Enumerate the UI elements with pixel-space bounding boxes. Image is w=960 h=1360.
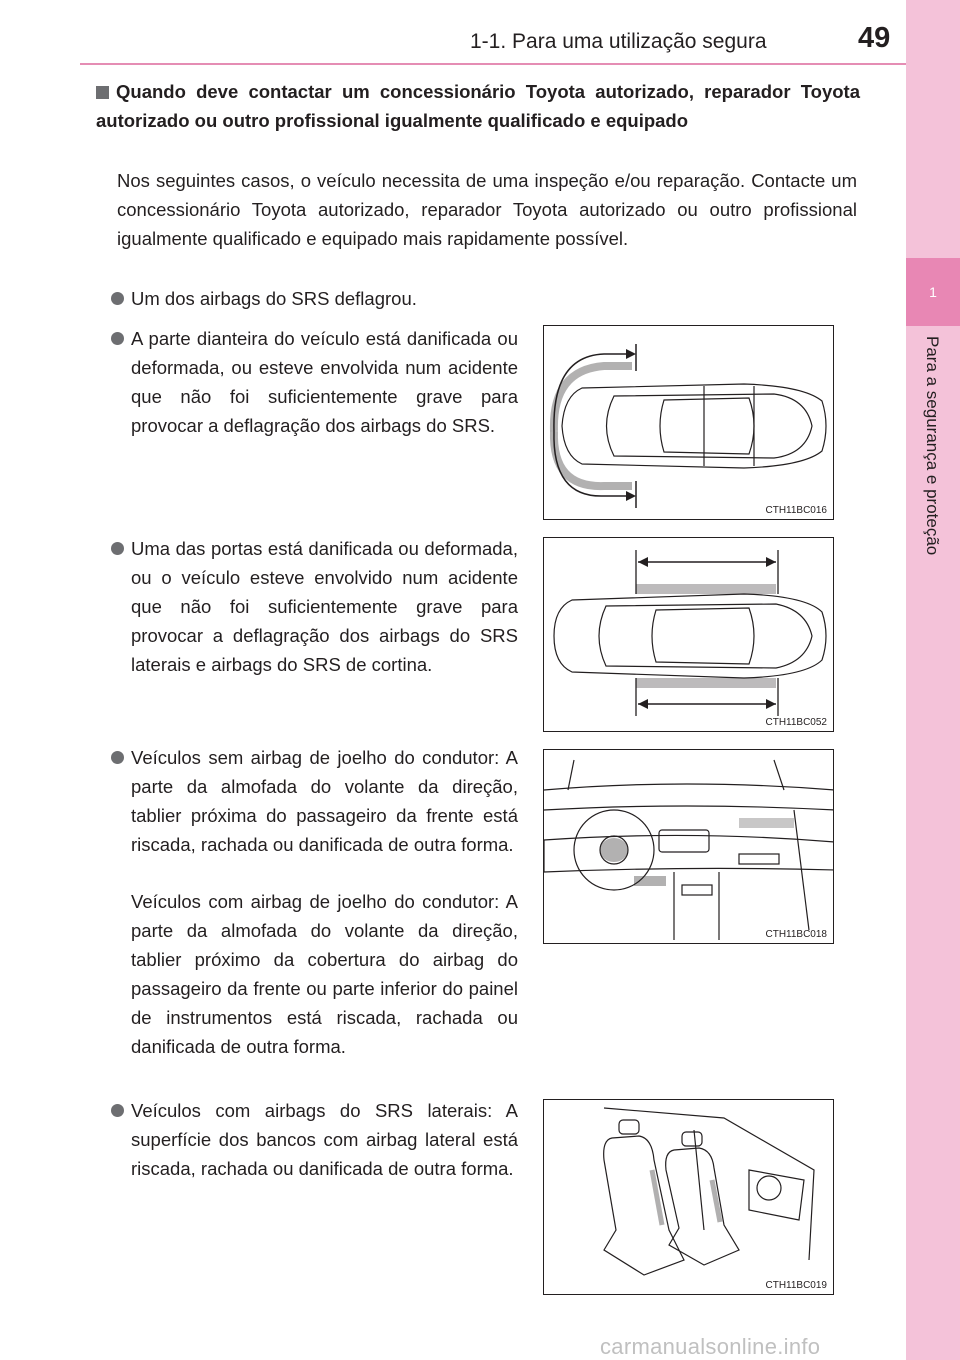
bullet-text: Veículos sem airbag de joelho do condutor: A parte da almofada do volante da direção, tablier próxima do passageiro da frente está riscada, rachada ou danificada de outra forma. [131, 747, 518, 855]
bullet-item [131, 743, 518, 859]
car-top-view-front-illustration [544, 326, 834, 520]
bullet-text: Um dos airbags do SRS deflagrou. [131, 288, 417, 309]
bullet-item [131, 1096, 518, 1183]
bullet-dot-icon [111, 292, 124, 305]
chapter-title: Para a segurança e proteção [923, 336, 942, 556]
section-heading-text: Quando deve contactar um concessionário Toyota autorizado, reparador Toyota autorizado ou outro profissional igualmente qualificado e equipado [96, 81, 860, 131]
bullet-item [131, 534, 518, 679]
bullet-text: Veículos com airbags do SRS laterais: A superfície dos bancos com airbag lateral está riscada, rachada ou danificada de outra forma. [131, 1100, 518, 1179]
bullet-dot-icon [111, 1104, 124, 1117]
bullet-item [131, 324, 518, 440]
heading-square-icon [96, 86, 109, 99]
section-title: 1-1. Para uma utilização segura [470, 30, 767, 53]
chapter-side-tab [906, 0, 960, 1360]
bullet-dot-icon [111, 751, 124, 764]
dashboard-illustration [544, 750, 834, 944]
section-heading [96, 77, 860, 135]
figure-code: CTH11BC019 [765, 1280, 827, 1291]
header-rule [80, 63, 906, 65]
bullet-sub-paragraph: Veículos com airbag de joelho do condutor: A parte da almofada do volante da direção, tablier próximo da cobertura do airbag do passageiro da frente ou parte inferior do painel de instrumentos está riscada, rachada ou danificada de outra forma. [131, 891, 518, 1057]
bullet-dot-icon [111, 332, 124, 345]
intro-paragraph: Nos seguintes casos, o veículo necessita de uma inspeção e/ou reparação. Contacte um concessionário Toyota autorizado, reparador Toyota autorizado ou outro profissional igualmente qualificado e equipado mais rapidamente possível. [117, 170, 857, 249]
figure-side-damage [543, 537, 834, 732]
bullet-item [131, 284, 857, 313]
bullet-dot-icon [111, 542, 124, 555]
figure-code: CTH11BC052 [765, 717, 827, 728]
watermark: carmanualsonline.info [600, 1334, 821, 1359]
figure-code: CTH11BC016 [765, 505, 827, 516]
bullet-text: Uma das portas está danificada ou deformada, ou o veículo esteve envolvido num acidente que não foi suficientemente grave para provocar a deflagração dos airbags do SRS laterais e airbags do SRS de cortina. [131, 538, 518, 675]
car-top-view-side-illustration [544, 538, 834, 732]
figure-front-damage [543, 325, 834, 520]
figure-code: CTH11BC018 [765, 929, 827, 940]
bullet-text: A parte dianteira do veículo está danificada ou deformada, ou esteve envolvida num acidente que não foi suficientemente grave para provocar a deflagração dos airbags do SRS. [131, 328, 518, 436]
front-seats-illustration [544, 1100, 834, 1295]
page-number: 49 [858, 22, 891, 54]
chapter-number: 1 [906, 258, 960, 326]
figure-seats [543, 1099, 834, 1295]
figure-dashboard [543, 749, 834, 944]
